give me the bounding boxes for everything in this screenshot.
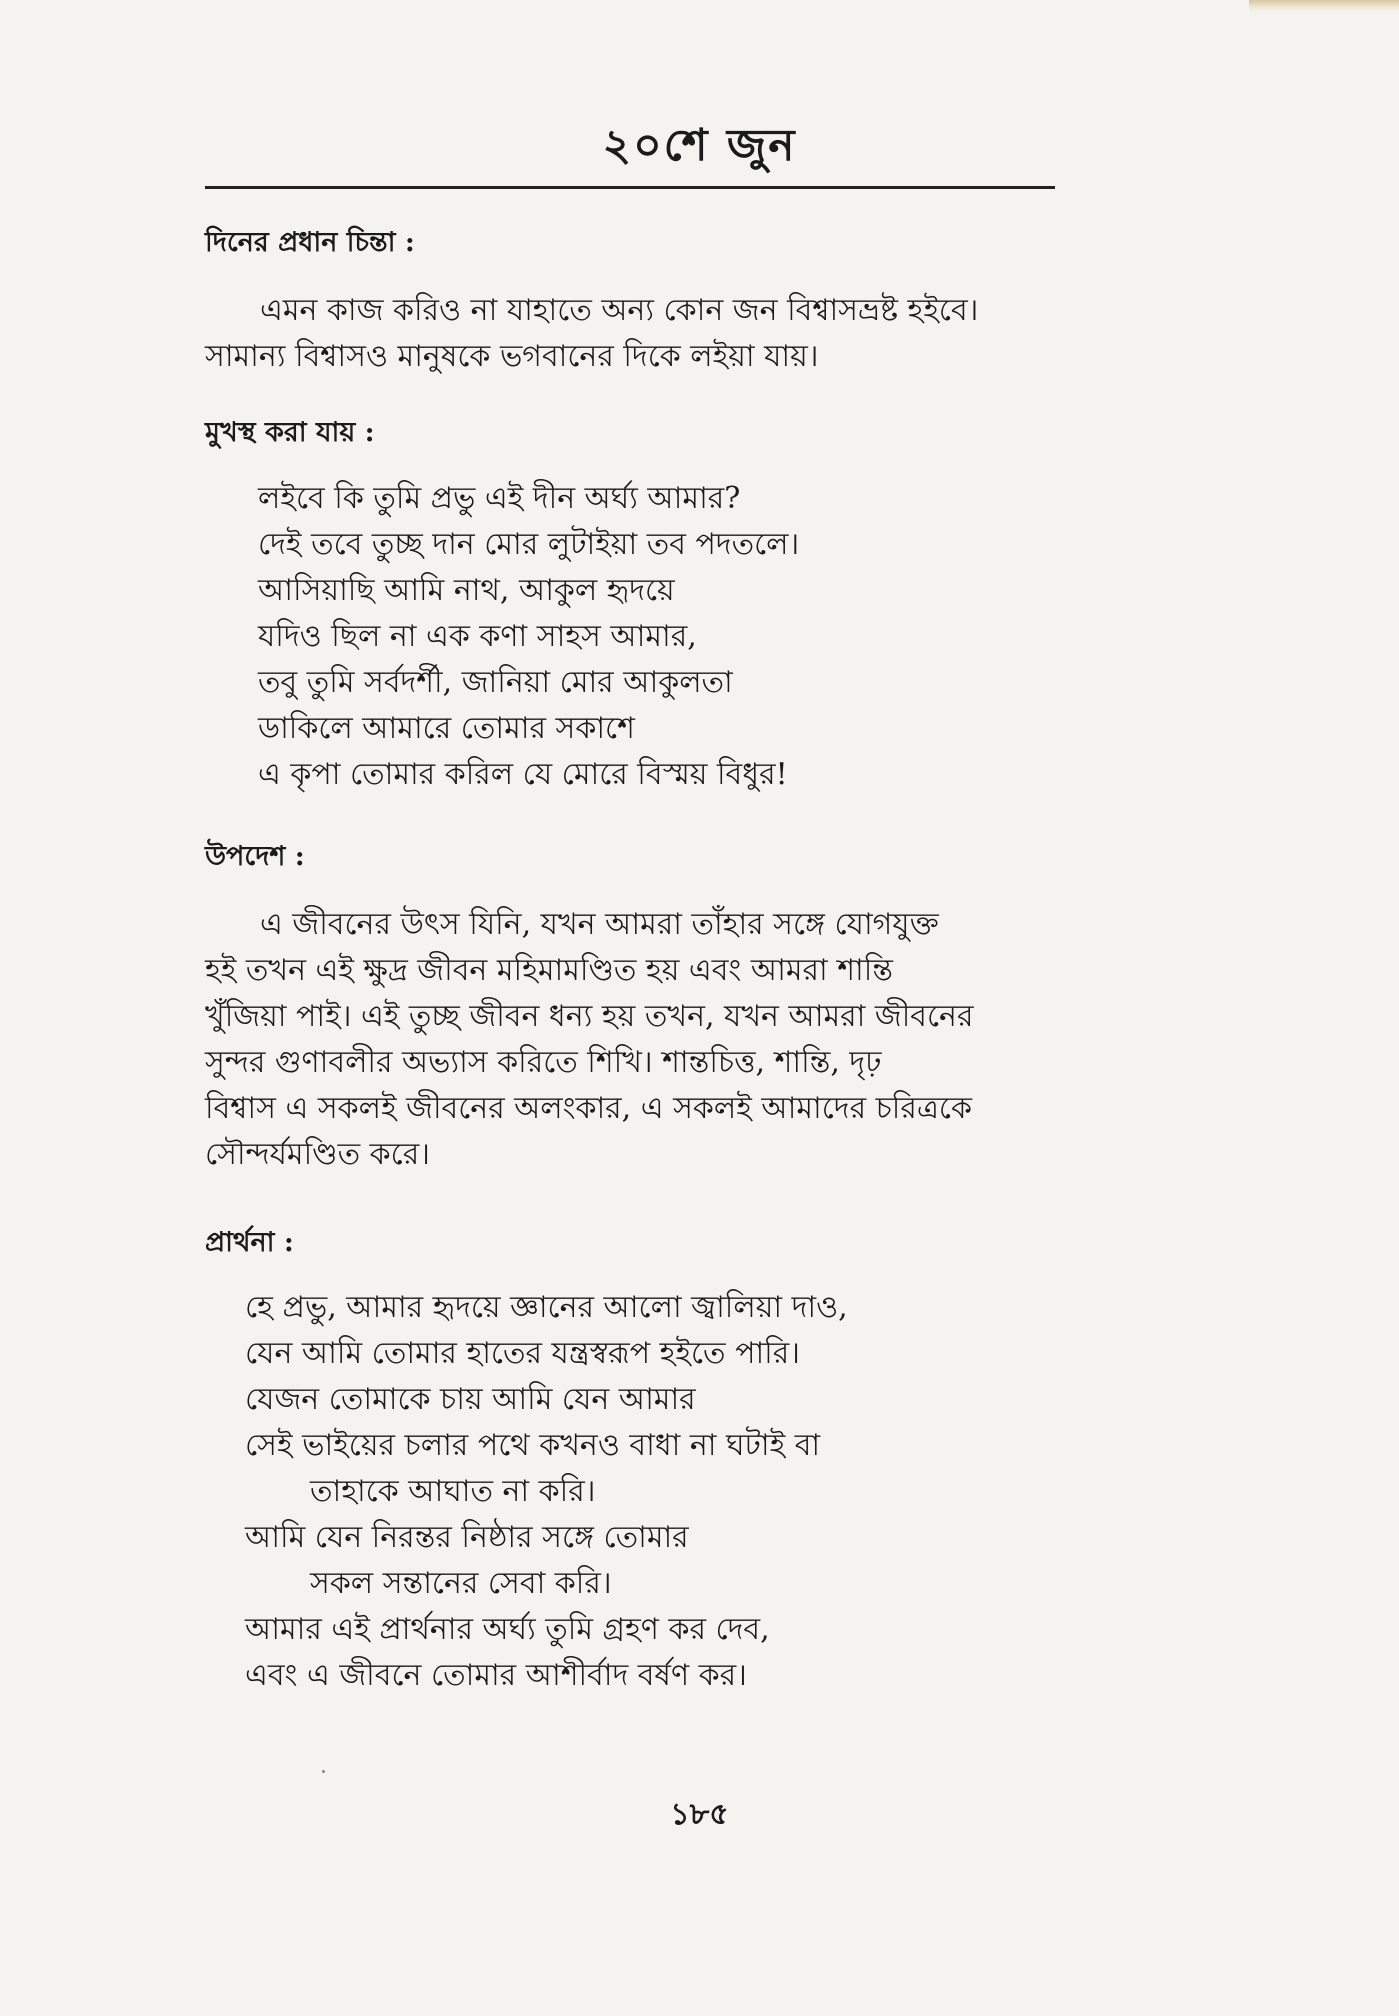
- text-line: খুঁজিয়া পাই। এই তুচ্ছ জীবন ধন্য হয় তখন, যখন আমরা জীবনের: [205, 999, 974, 1034]
- prayer-verse: [245, 1285, 848, 1699]
- text-line: বিশ্বাস এ সকলই জীবনের অলংকার, এ সকলই আমাদের চরিত্রকে: [205, 1091, 972, 1126]
- verse-line: আসিয়াছি আমি নাথ, আকুল হৃদয়ে: [258, 573, 675, 608]
- verse-line: হে প্রভু, আমার হৃদয়ে জ্ঞানের আলো জ্বালিয়া দাও,: [245, 1290, 848, 1325]
- title-divider: [205, 186, 1055, 189]
- memorize-heading: মুখস্থ করা যায় :: [205, 417, 375, 448]
- advice-paragraph: [205, 902, 1057, 1178]
- text-line: হই তখন এই ক্ষুদ্র জীবন মহিমামণ্ডিত হয় এবং আমরা শান্তি: [205, 953, 893, 988]
- verse-line: তাহাকে আঘাত না করি।: [310, 1474, 596, 1509]
- verse-line: সকল সন্তানের সেবা করি।: [310, 1566, 612, 1601]
- verse-line: যদিও ছিল না এক কণা সাহস আমার,: [258, 619, 697, 654]
- verse-line: লইবে কি তুমি প্রভু এই দীন অর্ঘ্য আমার?: [258, 481, 741, 516]
- verse-line: দেই তবে তুচ্ছ দান মোর লুটাইয়া তব পদতলে।: [258, 527, 800, 562]
- verse-line: এ কৃপা তোমার করিল যে মোরে বিস্ময় বিধুর!: [258, 757, 788, 792]
- verse-line: যেজন তোমাকে চায় আমি যেন আমার: [245, 1382, 696, 1417]
- text-line: এমন কাজ করিও না যাহাতে অন্য কোন জন বিশ্বাসভ্রষ্ট হইবে।: [260, 293, 979, 328]
- verse-line: যেন আমি তোমার হাতের যন্ত্রস্বরূপ হইতে পারি।: [245, 1336, 800, 1371]
- memorize-verse: [258, 476, 799, 798]
- verse-line: আমি যেন নিরন্তর নিষ্ঠার সঙ্গে তোমার: [245, 1520, 689, 1555]
- page-edge-stain: [1249, 0, 1399, 12]
- verse-line: এবং এ জীবনে তোমার আশীর্বাদ বর্ষণ কর।: [245, 1658, 747, 1693]
- text-line: সামান্য বিশ্বাসও মানুষকে ভগবানের দিকে লইয়া যায়।: [205, 339, 819, 374]
- page-title: ২০শে জুন: [602, 120, 797, 171]
- verse-line: সেই ভাইয়ের চলার পথে কখনও বাধা না ঘটাই বা: [245, 1428, 821, 1463]
- paper-speck: [322, 1770, 325, 1773]
- page-number: ১৮৫: [670, 1797, 729, 1832]
- text-line: এ জীবনের উৎস যিনি, যখন আমরা তাঁহার সঙ্গে যোগযুক্ত: [260, 907, 939, 942]
- verse-line: ডাকিলে আমারে তোমার সকাশে: [258, 711, 635, 746]
- prayer-heading: প্রার্থনা :: [205, 1227, 294, 1258]
- text-line: সৌন্দর্যমণ্ডিত করে।: [205, 1137, 430, 1172]
- advice-heading: উপদেশ :: [205, 841, 305, 872]
- thought-paragraph: [205, 288, 1057, 380]
- verse-line: আমার এই প্রার্থনার অর্ঘ্য তুমি গ্রহণ কর দেব,: [245, 1612, 770, 1647]
- text-line: সুন্দর গুণাবলীর অভ্যাস করিতে শিখি। শান্তচিত্ত, শান্তি, দৃঢ়: [205, 1045, 882, 1080]
- verse-line: তবু তুমি সর্বদর্শী, জানিয়া মোর আকুলতা: [258, 665, 733, 700]
- thought-heading: দিনের প্রধান চিন্তা :: [205, 227, 415, 258]
